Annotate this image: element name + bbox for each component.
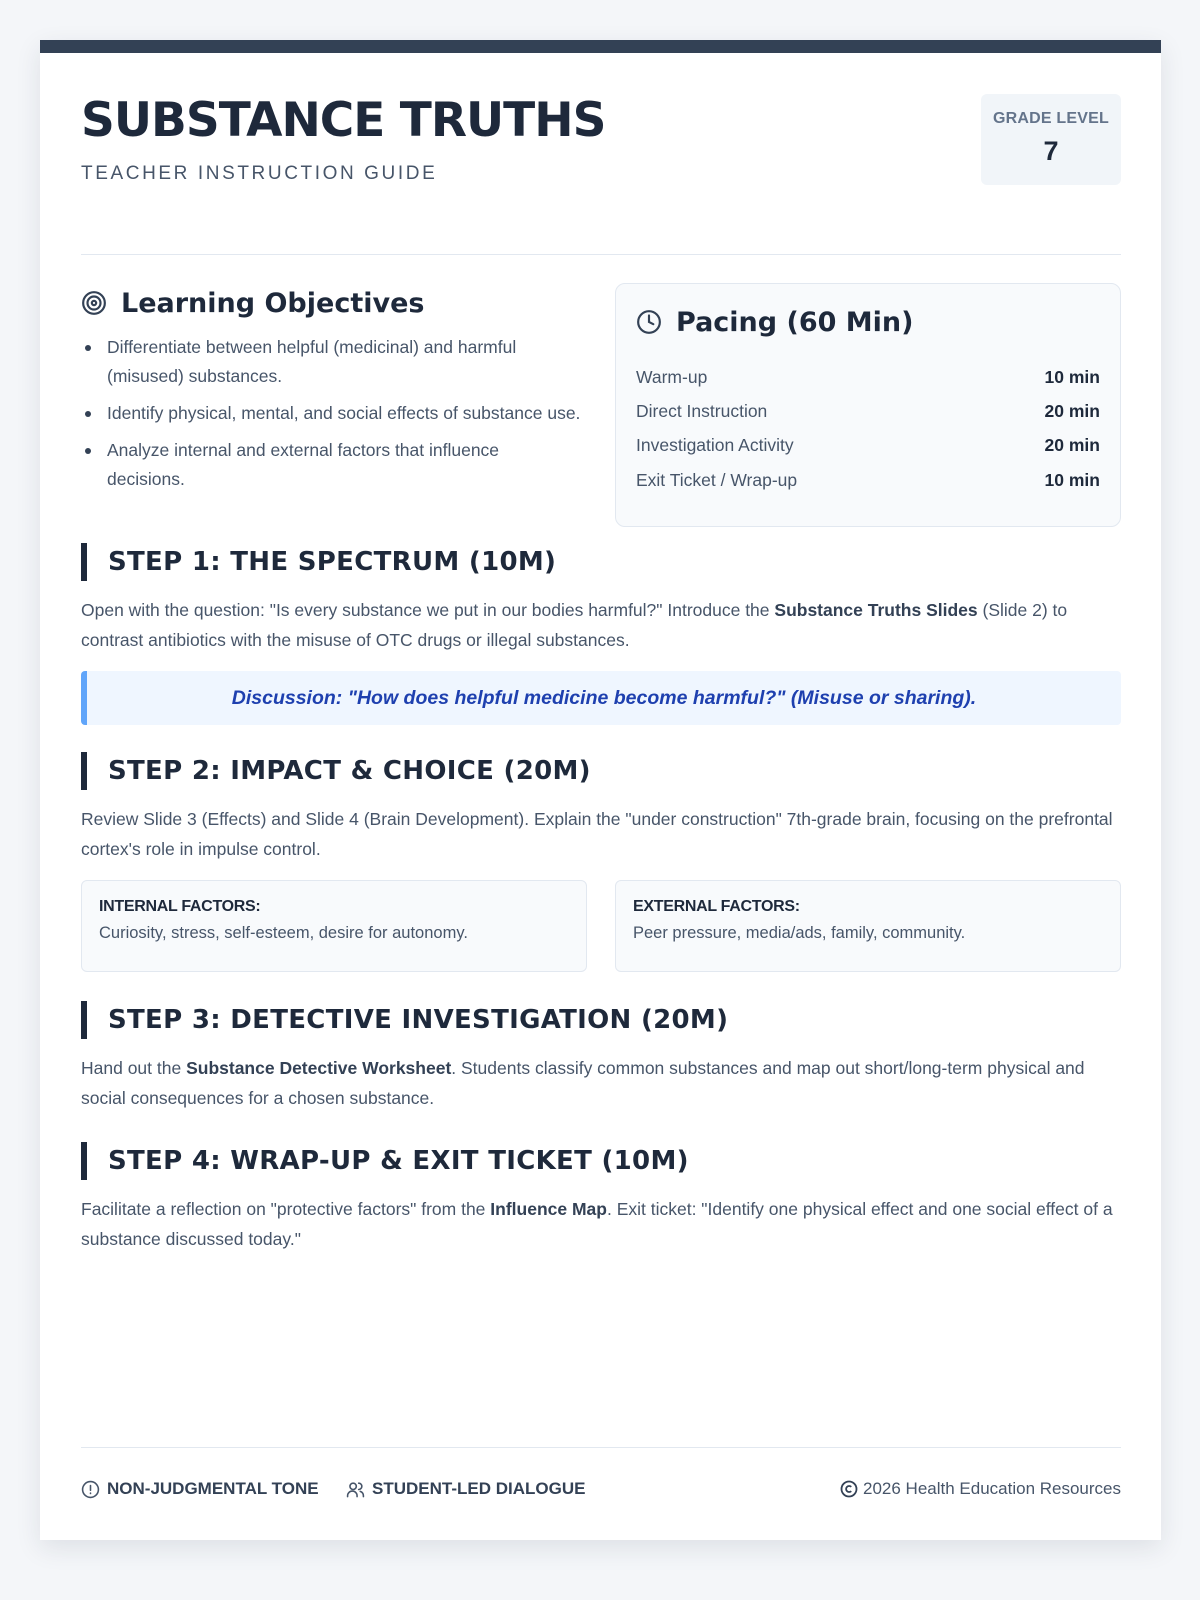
step-title: STEP 2: IMPACT & CHOICE (20M)	[108, 756, 591, 786]
factor-title: INTERNAL FACTORS:	[99, 898, 261, 915]
pacing-table	[636, 360, 1100, 497]
footer	[81, 1447, 1121, 1527]
objectives-list	[81, 333, 581, 494]
internal-factors-card	[81, 880, 587, 972]
objective-item: Analyze internal and external factors that influence decisions.	[81, 436, 581, 494]
objectives-title: Learning Objectives	[121, 287, 425, 319]
footer-tag-label: STUDENT-LED DIALOGUE	[372, 1479, 586, 1498]
pacing-row-value: 10 min	[1044, 469, 1100, 490]
step-body	[81, 1194, 1121, 1254]
discussion-callout: Discussion: "How does helpful medicine become harmful?" (Misuse or sharing).	[81, 671, 1121, 725]
step-body	[81, 595, 1121, 655]
step-title: STEP 4: WRAP-UP & EXIT TICKET (10M)	[108, 1146, 689, 1176]
step-text: Facilitate a reflection on "protective factors" from the	[81, 1199, 491, 1219]
page-content	[81, 53, 1121, 1254]
header	[81, 53, 1121, 255]
page-title: SUBSTANCE TRUTHS	[81, 93, 606, 148]
copyright-icon	[840, 1480, 858, 1498]
copyright-text: 2026 Health Education Resources	[863, 1479, 1121, 1498]
step-resource-link-text: Substance Detective Worksheet	[186, 1058, 452, 1078]
factors-row	[81, 880, 1121, 972]
step-title: STEP 1: THE SPECTRUM (10M)	[108, 547, 557, 577]
pacing-row-value: 20 min	[1044, 400, 1100, 421]
pacing-row	[636, 394, 1100, 428]
grade-level-value: 7	[1043, 136, 1059, 166]
footer-tag-label: NON-JUDGMENTAL TONE	[107, 1479, 319, 1498]
info-circle-icon	[81, 1480, 100, 1499]
target-icon	[81, 290, 107, 316]
step-resource-link-text: Influence Map	[490, 1199, 607, 1219]
overview-section	[81, 255, 1121, 542]
step-2	[81, 751, 1121, 972]
step-heading	[81, 542, 1121, 582]
page-subtitle: TEACHER INSTRUCTION GUIDE	[81, 163, 438, 184]
guide-page	[40, 40, 1161, 1540]
grade-level-badge	[981, 94, 1121, 185]
pacing-row	[636, 463, 1100, 497]
external-factors-card	[615, 880, 1121, 972]
learning-objectives	[81, 285, 581, 502]
pacing-row-value: 10 min	[1044, 366, 1100, 387]
top-accent-bar	[40, 40, 1161, 53]
clock-icon	[636, 309, 662, 335]
copyright-notice	[840, 1477, 1121, 1501]
step-text: Open with the question: "Is every substance we put in our bodies harmful?" Introduce the	[81, 600, 775, 620]
grade-level-label: GRADE LEVEL	[993, 110, 1109, 127]
pacing-row-label: Exit Ticket / Wrap-up	[636, 469, 798, 490]
step-heading	[81, 751, 1121, 791]
pacing-title: Pacing (60 Min)	[676, 306, 914, 338]
step-body: Review Slide 3 (Effects) and Slide 4 (Brain Development). Explain the "under construction" 7th-grade brain, focusing on the prefrontal cortex's role in impulse control.	[81, 809, 1113, 859]
pacing-row-value: 20 min	[1044, 435, 1100, 456]
step-heading	[81, 1141, 1121, 1181]
step-body	[81, 1053, 1121, 1113]
step-3	[81, 1000, 1121, 1113]
footer-tag-dialogue	[346, 1477, 585, 1501]
pacing-row-label: Direct Instruction	[636, 400, 768, 421]
objective-item: Identify physical, mental, and social effects of substance use.	[81, 399, 581, 428]
step-text: (Slide 2) to contrast antibiotics with the misuse of OTC drugs or illegal substances.	[81, 600, 1068, 650]
pacing-row-label: Warm-up	[636, 366, 708, 387]
objective-item: Differentiate between helpful (medicinal) and harmful (misused) substances.	[81, 333, 581, 391]
step-resource-link-text: Substance Truths Slides	[774, 600, 978, 620]
step-4	[81, 1141, 1121, 1254]
pacing-heading	[636, 304, 914, 340]
step-1	[81, 542, 1121, 725]
pacing-row	[636, 360, 1100, 394]
pacing-card	[615, 283, 1121, 527]
pacing-row-label: Investigation Activity	[636, 435, 794, 456]
step-heading	[81, 1000, 1121, 1040]
users-icon	[346, 1480, 365, 1499]
step-text: Hand out the	[81, 1058, 187, 1078]
step-text: . Students classify common substances and map out short/long-term physical and social consequences for a chosen substance.	[81, 1058, 1085, 1108]
pacing-row	[636, 429, 1100, 463]
factor-text: Curiosity, stress, self-esteem, desire for autonomy.	[99, 924, 468, 942]
step-title: STEP 3: DETECTIVE INVESTIGATION (20M)	[108, 1005, 729, 1035]
factor-title: EXTERNAL FACTORS:	[633, 898, 800, 915]
objectives-heading	[81, 285, 581, 321]
step-text: . Exit ticket: "Identify one physical effect and one social effect of a substance discussed today."	[81, 1199, 1113, 1249]
footer-tag-tone	[81, 1477, 319, 1501]
factor-text: Peer pressure, media/ads, family, community.	[633, 924, 966, 942]
